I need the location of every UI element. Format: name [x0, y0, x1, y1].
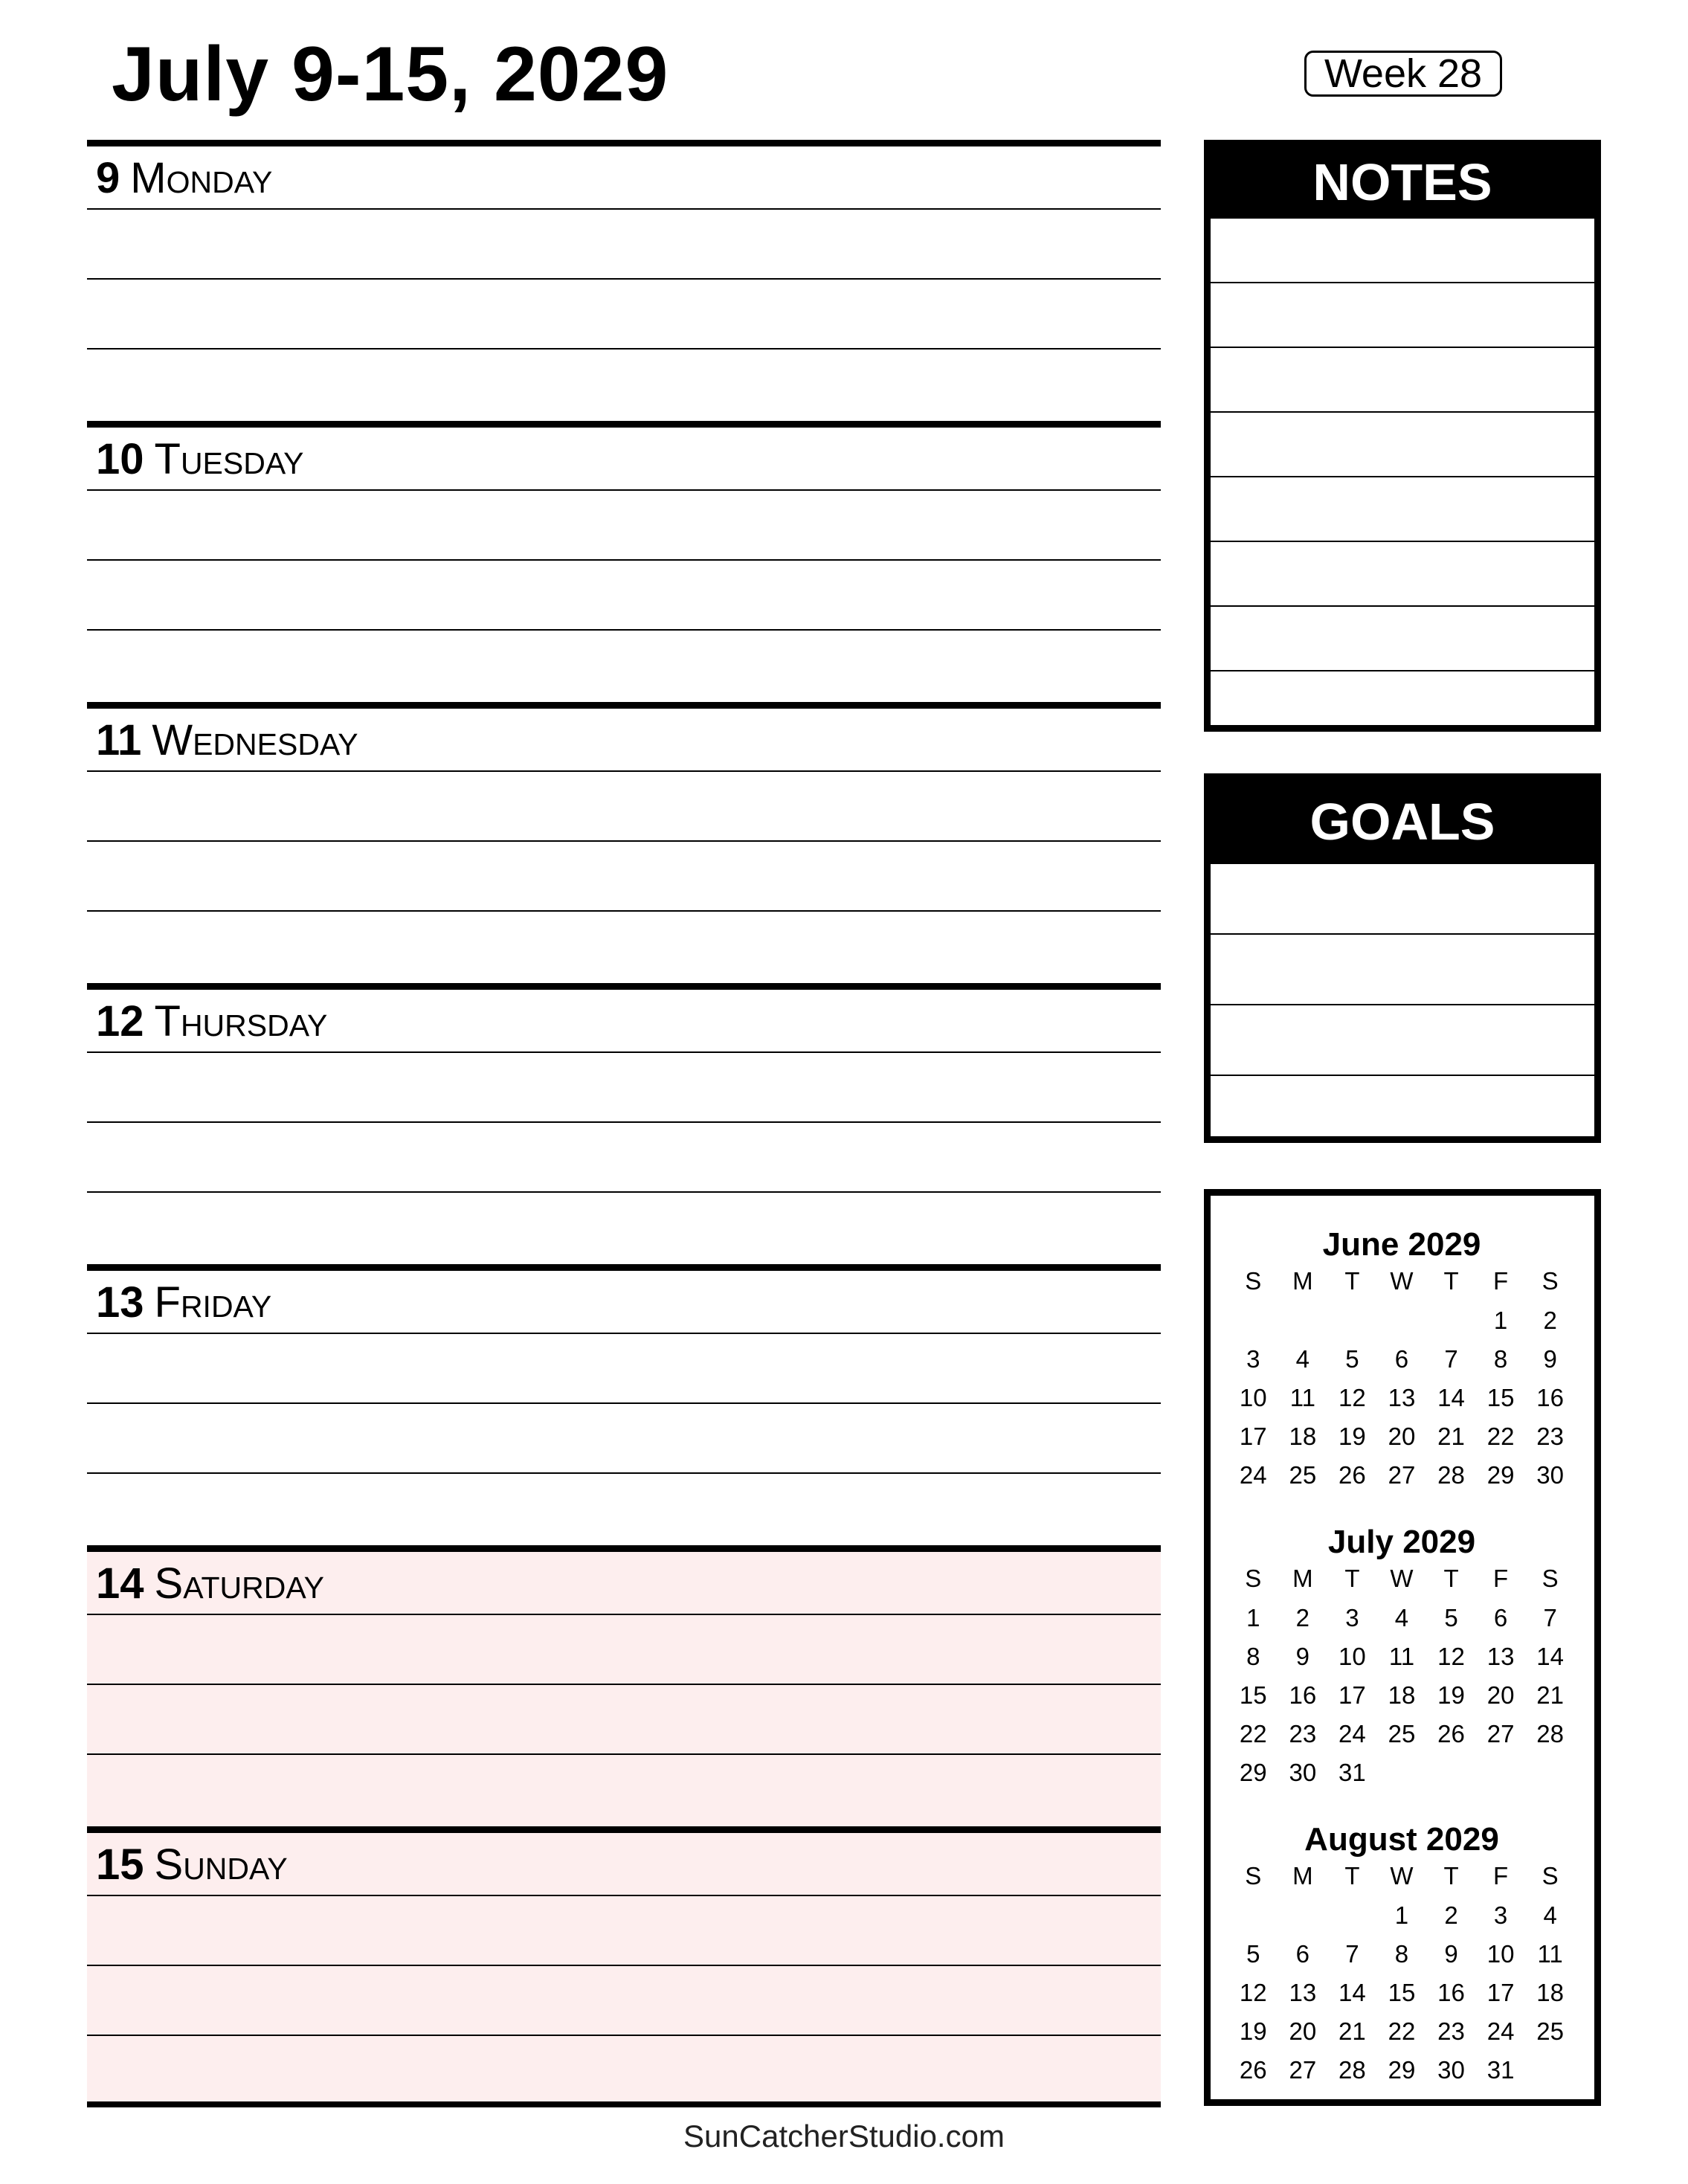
day-label — [96, 152, 272, 204]
day-name: Friday — [154, 1278, 272, 1327]
calendar-date: 27 — [1486, 1720, 1515, 1747]
calendar-date: 11 — [1537, 1940, 1563, 1968]
calendar-week-row — [1228, 1896, 1575, 1935]
calendar-date: 24 — [1339, 1720, 1366, 1747]
day-writing-line[interactable] — [87, 1193, 1161, 1263]
calendar-date: 6 — [1394, 1345, 1409, 1373]
weekday-initial: S — [1542, 1862, 1559, 1890]
calendar-date: 3 — [1246, 1345, 1260, 1373]
day-section — [87, 983, 1161, 1264]
calendar-date: 1 — [1246, 1604, 1260, 1631]
calendar-date: 2 — [1295, 1604, 1310, 1631]
calendar-date: 9 — [1295, 1643, 1310, 1670]
calendar-date — [1228, 1896, 1278, 1935]
calendar-date: 20 — [1388, 1423, 1416, 1450]
goals-line[interactable] — [1211, 1005, 1594, 1076]
calendar-date: 15 — [1486, 1384, 1515, 1411]
calendar-date: 27 — [1388, 1461, 1416, 1489]
calendar-date: 6 — [1295, 1940, 1310, 1968]
calendar-date: 21 — [1339, 2017, 1366, 2045]
calendar-date — [1377, 1753, 1427, 1792]
day-writing-line[interactable] — [87, 1053, 1161, 1123]
calendar-date: 16 — [1536, 1384, 1565, 1411]
weekday-initial: F — [1493, 1565, 1509, 1592]
goals-panel — [1204, 773, 1601, 1143]
calendar-date: 13 — [1388, 1384, 1416, 1411]
calendar-date: 18 — [1289, 1423, 1317, 1450]
day-name: Thursday — [154, 997, 328, 1046]
calendar-date: 5 — [1345, 1345, 1359, 1373]
notes-line[interactable] — [1211, 607, 1594, 671]
calendar-date: 25 — [1289, 1461, 1317, 1489]
day-writing-line[interactable] — [87, 1123, 1161, 1193]
calendar-week-row — [1228, 1974, 1575, 2012]
calendar-date: 22 — [1486, 1423, 1515, 1450]
calendar-date: 28 — [1339, 2056, 1366, 2084]
day-name: Tuesday — [154, 435, 304, 483]
weekday-initial: T — [1443, 1565, 1459, 1592]
notes-panel — [1204, 140, 1601, 732]
day-writing-line[interactable] — [87, 561, 1161, 631]
day-header — [87, 1271, 1161, 1334]
weekday-initial: M — [1292, 1565, 1313, 1592]
calendar-date — [1426, 1753, 1476, 1792]
calendar-date: 14 — [1339, 1979, 1366, 2006]
day-name: Monday — [130, 154, 273, 202]
day-name: Wednesday — [152, 716, 358, 764]
day-section — [87, 1264, 1161, 1545]
day-writing-line[interactable] — [87, 491, 1161, 561]
day-number: 11 — [96, 716, 142, 764]
calendar-date: 13 — [1289, 1979, 1317, 2006]
calendar-date: 17 — [1486, 1979, 1515, 2006]
weekday-initial: S — [1245, 1565, 1262, 1592]
calendar-week-row — [1228, 1417, 1575, 1456]
day-writing-line[interactable] — [87, 1334, 1161, 1404]
day-writing-line[interactable] — [87, 210, 1161, 280]
mini-calendar-title: July 2029 — [1327, 1524, 1476, 1560]
day-writing-line[interactable] — [87, 1966, 1161, 2036]
calendar-date — [1476, 1753, 1526, 1792]
calendar-date: 10 — [1339, 1643, 1366, 1670]
mini-calendar — [1228, 1523, 1575, 1792]
weekday-initial: T — [1344, 1267, 1360, 1295]
calendar-date: 1 — [1493, 1307, 1508, 1334]
day-writing-line[interactable] — [87, 631, 1161, 700]
day-label — [96, 1558, 324, 1610]
calendar-date: 26 — [1239, 2056, 1267, 2084]
calendar-week-row — [1228, 1340, 1575, 1379]
mini-calendar — [1228, 1820, 1575, 2090]
day-writing-line[interactable] — [87, 772, 1161, 842]
calendar-date: 23 — [1536, 1423, 1565, 1450]
calendar-week-row — [1228, 1379, 1575, 1417]
day-writing-line[interactable] — [87, 1615, 1161, 1685]
weekday-initial: T — [1344, 1565, 1360, 1592]
weekday-initial: S — [1245, 1862, 1262, 1890]
calendar-date: 5 — [1246, 1940, 1260, 1968]
calendar-date: 29 — [1388, 2056, 1416, 2084]
calendar-date: 22 — [1239, 1720, 1267, 1747]
day-writing-line[interactable] — [87, 912, 1161, 982]
calendar-date: 15 — [1388, 1979, 1416, 2006]
calendar-date: 12 — [1437, 1643, 1465, 1670]
weekday-initial: T — [1443, 1862, 1459, 1890]
day-writing-line[interactable] — [87, 1474, 1161, 1544]
calendar-date: 8 — [1246, 1643, 1260, 1670]
calendar-date: 21 — [1536, 1681, 1565, 1709]
mini-calendar-title: August 2029 — [1304, 1821, 1499, 1858]
calendar-date: 30 — [1289, 1759, 1317, 1786]
notes-heading: NOTES — [1211, 146, 1594, 219]
weekday-initial: T — [1443, 1267, 1459, 1295]
calendar-date: 23 — [1289, 1720, 1317, 1747]
calendar-date — [1525, 1753, 1575, 1792]
day-writing-line[interactable] — [87, 1404, 1161, 1474]
calendar-date: 17 — [1239, 1423, 1267, 1450]
goals-heading: GOALS — [1211, 780, 1594, 864]
weekday-initial: F — [1493, 1267, 1509, 1295]
calendar-week-row — [1228, 1301, 1575, 1340]
calendar-date: 29 — [1486, 1461, 1515, 1489]
mini-calendar-title: June 2029 — [1322, 1226, 1481, 1263]
calendar-date: 19 — [1437, 1681, 1465, 1709]
day-number: 15 — [96, 1840, 144, 1889]
calendar-date: 4 — [1394, 1604, 1409, 1631]
calendar-date: 27 — [1289, 2056, 1317, 2084]
calendar-date: 11 — [1289, 1384, 1315, 1411]
day-section — [87, 140, 1161, 421]
mini-calendar-panel — [1204, 1189, 1601, 2106]
day-writing-line[interactable] — [87, 1896, 1161, 1966]
calendar-date: 13 — [1486, 1643, 1515, 1670]
notes-line[interactable] — [1211, 542, 1594, 607]
day-writing-line[interactable] — [87, 1685, 1161, 1755]
calendar-date: 31 — [1486, 2056, 1515, 2084]
calendar-date: 25 — [1536, 2017, 1565, 2045]
calendar-date: 14 — [1437, 1384, 1465, 1411]
calendar-date: 18 — [1536, 1979, 1565, 2006]
calendar-week-row — [1228, 1935, 1575, 1974]
day-header — [87, 428, 1161, 491]
day-number: 9 — [96, 154, 120, 202]
calendar-date: 10 — [1486, 1940, 1515, 1968]
calendar-date: 4 — [1543, 1901, 1557, 1929]
day-writing-line[interactable] — [87, 349, 1161, 419]
footer-credit: SunCatcherStudio.com — [683, 2119, 1005, 2154]
calendar-date: 31 — [1339, 1759, 1366, 1786]
calendar-week-row — [1228, 1637, 1575, 1676]
calendar-date: 15 — [1239, 1681, 1267, 1709]
calendar-date — [1228, 1301, 1278, 1340]
day-name: Saturday — [154, 1559, 325, 1608]
calendar-date: 7 — [1345, 1940, 1359, 1968]
day-number: 14 — [96, 1559, 144, 1608]
calendar-week-row — [1228, 2051, 1575, 2090]
calendar-date: 26 — [1437, 1720, 1465, 1747]
calendar-date: 2 — [1543, 1307, 1557, 1334]
calendar-week-row — [1228, 1599, 1575, 1637]
bottom-divider — [87, 2101, 1161, 2107]
day-label — [96, 1839, 288, 1891]
calendar-date: 11 — [1388, 1643, 1415, 1670]
calendar-date: 17 — [1339, 1681, 1366, 1709]
day-name: Sunday — [154, 1840, 288, 1889]
calendar-date: 8 — [1493, 1345, 1508, 1373]
calendar-date — [1327, 1896, 1377, 1935]
week-badge: Week 28 — [1304, 51, 1502, 97]
calendar-date: 25 — [1388, 1720, 1416, 1747]
calendar-date: 7 — [1444, 1345, 1458, 1373]
calendar-date: 19 — [1339, 1423, 1366, 1450]
weekday-header-row — [1228, 1859, 1575, 1896]
day-writing-line[interactable] — [87, 842, 1161, 912]
day-section — [87, 702, 1161, 983]
page-title: July 9-15, 2029 — [112, 31, 669, 117]
calendar-date: 20 — [1289, 2017, 1317, 2045]
calendar-date: 7 — [1543, 1604, 1557, 1631]
calendar-date: 4 — [1295, 1345, 1310, 1373]
weekday-initial: S — [1245, 1267, 1262, 1295]
calendar-date: 1 — [1394, 1901, 1409, 1929]
calendar-date: 24 — [1486, 2017, 1515, 2045]
day-header — [87, 709, 1161, 772]
calendar-week-row — [1228, 1456, 1575, 1495]
calendar-date: 3 — [1493, 1901, 1508, 1929]
day-number: 13 — [96, 1278, 144, 1327]
calendar-date: 6 — [1493, 1604, 1508, 1631]
day-writing-line[interactable] — [87, 2036, 1161, 2106]
day-section — [87, 1545, 1161, 1826]
calendar-date — [1377, 1301, 1427, 1340]
calendar-week-row — [1228, 2012, 1575, 2051]
calendar-week-row — [1228, 1676, 1575, 1715]
notes-line[interactable] — [1211, 671, 1594, 736]
notes-line[interactable] — [1211, 477, 1594, 542]
day-header — [87, 990, 1161, 1053]
goals-line[interactable] — [1211, 1076, 1594, 1147]
calendar-date: 21 — [1437, 1423, 1465, 1450]
calendar-date: 26 — [1339, 1461, 1366, 1489]
notes-line[interactable] — [1211, 283, 1594, 348]
weekday-header-row — [1228, 1562, 1575, 1599]
notes-line[interactable] — [1211, 413, 1594, 477]
goals-line[interactable] — [1211, 864, 1594, 935]
calendar-date: 3 — [1345, 1604, 1359, 1631]
calendar-week-row — [1228, 1715, 1575, 1753]
day-section — [87, 421, 1161, 702]
weekday-initial: S — [1542, 1565, 1559, 1592]
calendar-date: 8 — [1394, 1940, 1409, 1968]
day-header — [87, 146, 1161, 210]
calendar-date: 12 — [1239, 1979, 1267, 2006]
weekday-initial: M — [1292, 1267, 1313, 1295]
day-number: 10 — [96, 435, 144, 483]
mini-calendar — [1228, 1225, 1575, 1495]
day-label — [96, 1277, 271, 1329]
calendar-date — [1525, 2051, 1575, 2090]
notes-line[interactable] — [1211, 219, 1594, 283]
weekday-header-row — [1228, 1264, 1575, 1301]
calendar-date: 30 — [1536, 1461, 1565, 1489]
calendar-date — [1278, 1896, 1328, 1935]
weekday-initial: S — [1542, 1267, 1559, 1295]
calendar-date: 2 — [1444, 1901, 1458, 1929]
calendar-date: 18 — [1388, 1681, 1416, 1709]
calendar-date: 28 — [1536, 1720, 1565, 1747]
day-header — [87, 1552, 1161, 1615]
weekday-initial: W — [1390, 1565, 1414, 1592]
calendar-date: 22 — [1388, 2017, 1416, 2045]
weekday-initial: W — [1390, 1862, 1414, 1890]
calendar-date: 23 — [1437, 2017, 1465, 2045]
calendar-date: 14 — [1536, 1643, 1565, 1670]
calendar-date: 9 — [1444, 1940, 1458, 1968]
calendar-date: 24 — [1239, 1461, 1267, 1489]
day-writing-line[interactable] — [87, 1755, 1161, 1825]
calendar-date: 30 — [1437, 2056, 1465, 2084]
weekday-initial: M — [1292, 1862, 1313, 1890]
calendar-date — [1278, 1301, 1328, 1340]
calendar-date: 12 — [1339, 1384, 1366, 1411]
calendar-date — [1327, 1301, 1377, 1340]
calendar-date: 19 — [1239, 2017, 1267, 2045]
weekday-initial: T — [1344, 1862, 1360, 1890]
calendar-date: 5 — [1444, 1604, 1458, 1631]
calendar-date — [1426, 1301, 1476, 1340]
goals-line[interactable] — [1211, 935, 1594, 1005]
calendar-date: 10 — [1239, 1384, 1267, 1411]
day-number: 12 — [96, 997, 144, 1046]
calendar-date: 28 — [1437, 1461, 1465, 1489]
day-writing-line[interactable] — [87, 280, 1161, 349]
day-label — [96, 996, 327, 1048]
day-label — [96, 434, 304, 486]
calendar-date: 16 — [1289, 1681, 1317, 1709]
calendar-date: 29 — [1239, 1759, 1267, 1786]
calendar-date: 16 — [1437, 1979, 1465, 2006]
weekday-initial: F — [1493, 1862, 1509, 1890]
notes-line[interactable] — [1211, 348, 1594, 413]
calendar-date: 9 — [1543, 1345, 1557, 1373]
calendar-date: 20 — [1486, 1681, 1515, 1709]
day-label — [96, 715, 358, 767]
day-header — [87, 1833, 1161, 1896]
weekday-initial: W — [1390, 1267, 1414, 1295]
calendar-week-row — [1228, 1753, 1575, 1792]
day-section — [87, 1826, 1161, 2107]
